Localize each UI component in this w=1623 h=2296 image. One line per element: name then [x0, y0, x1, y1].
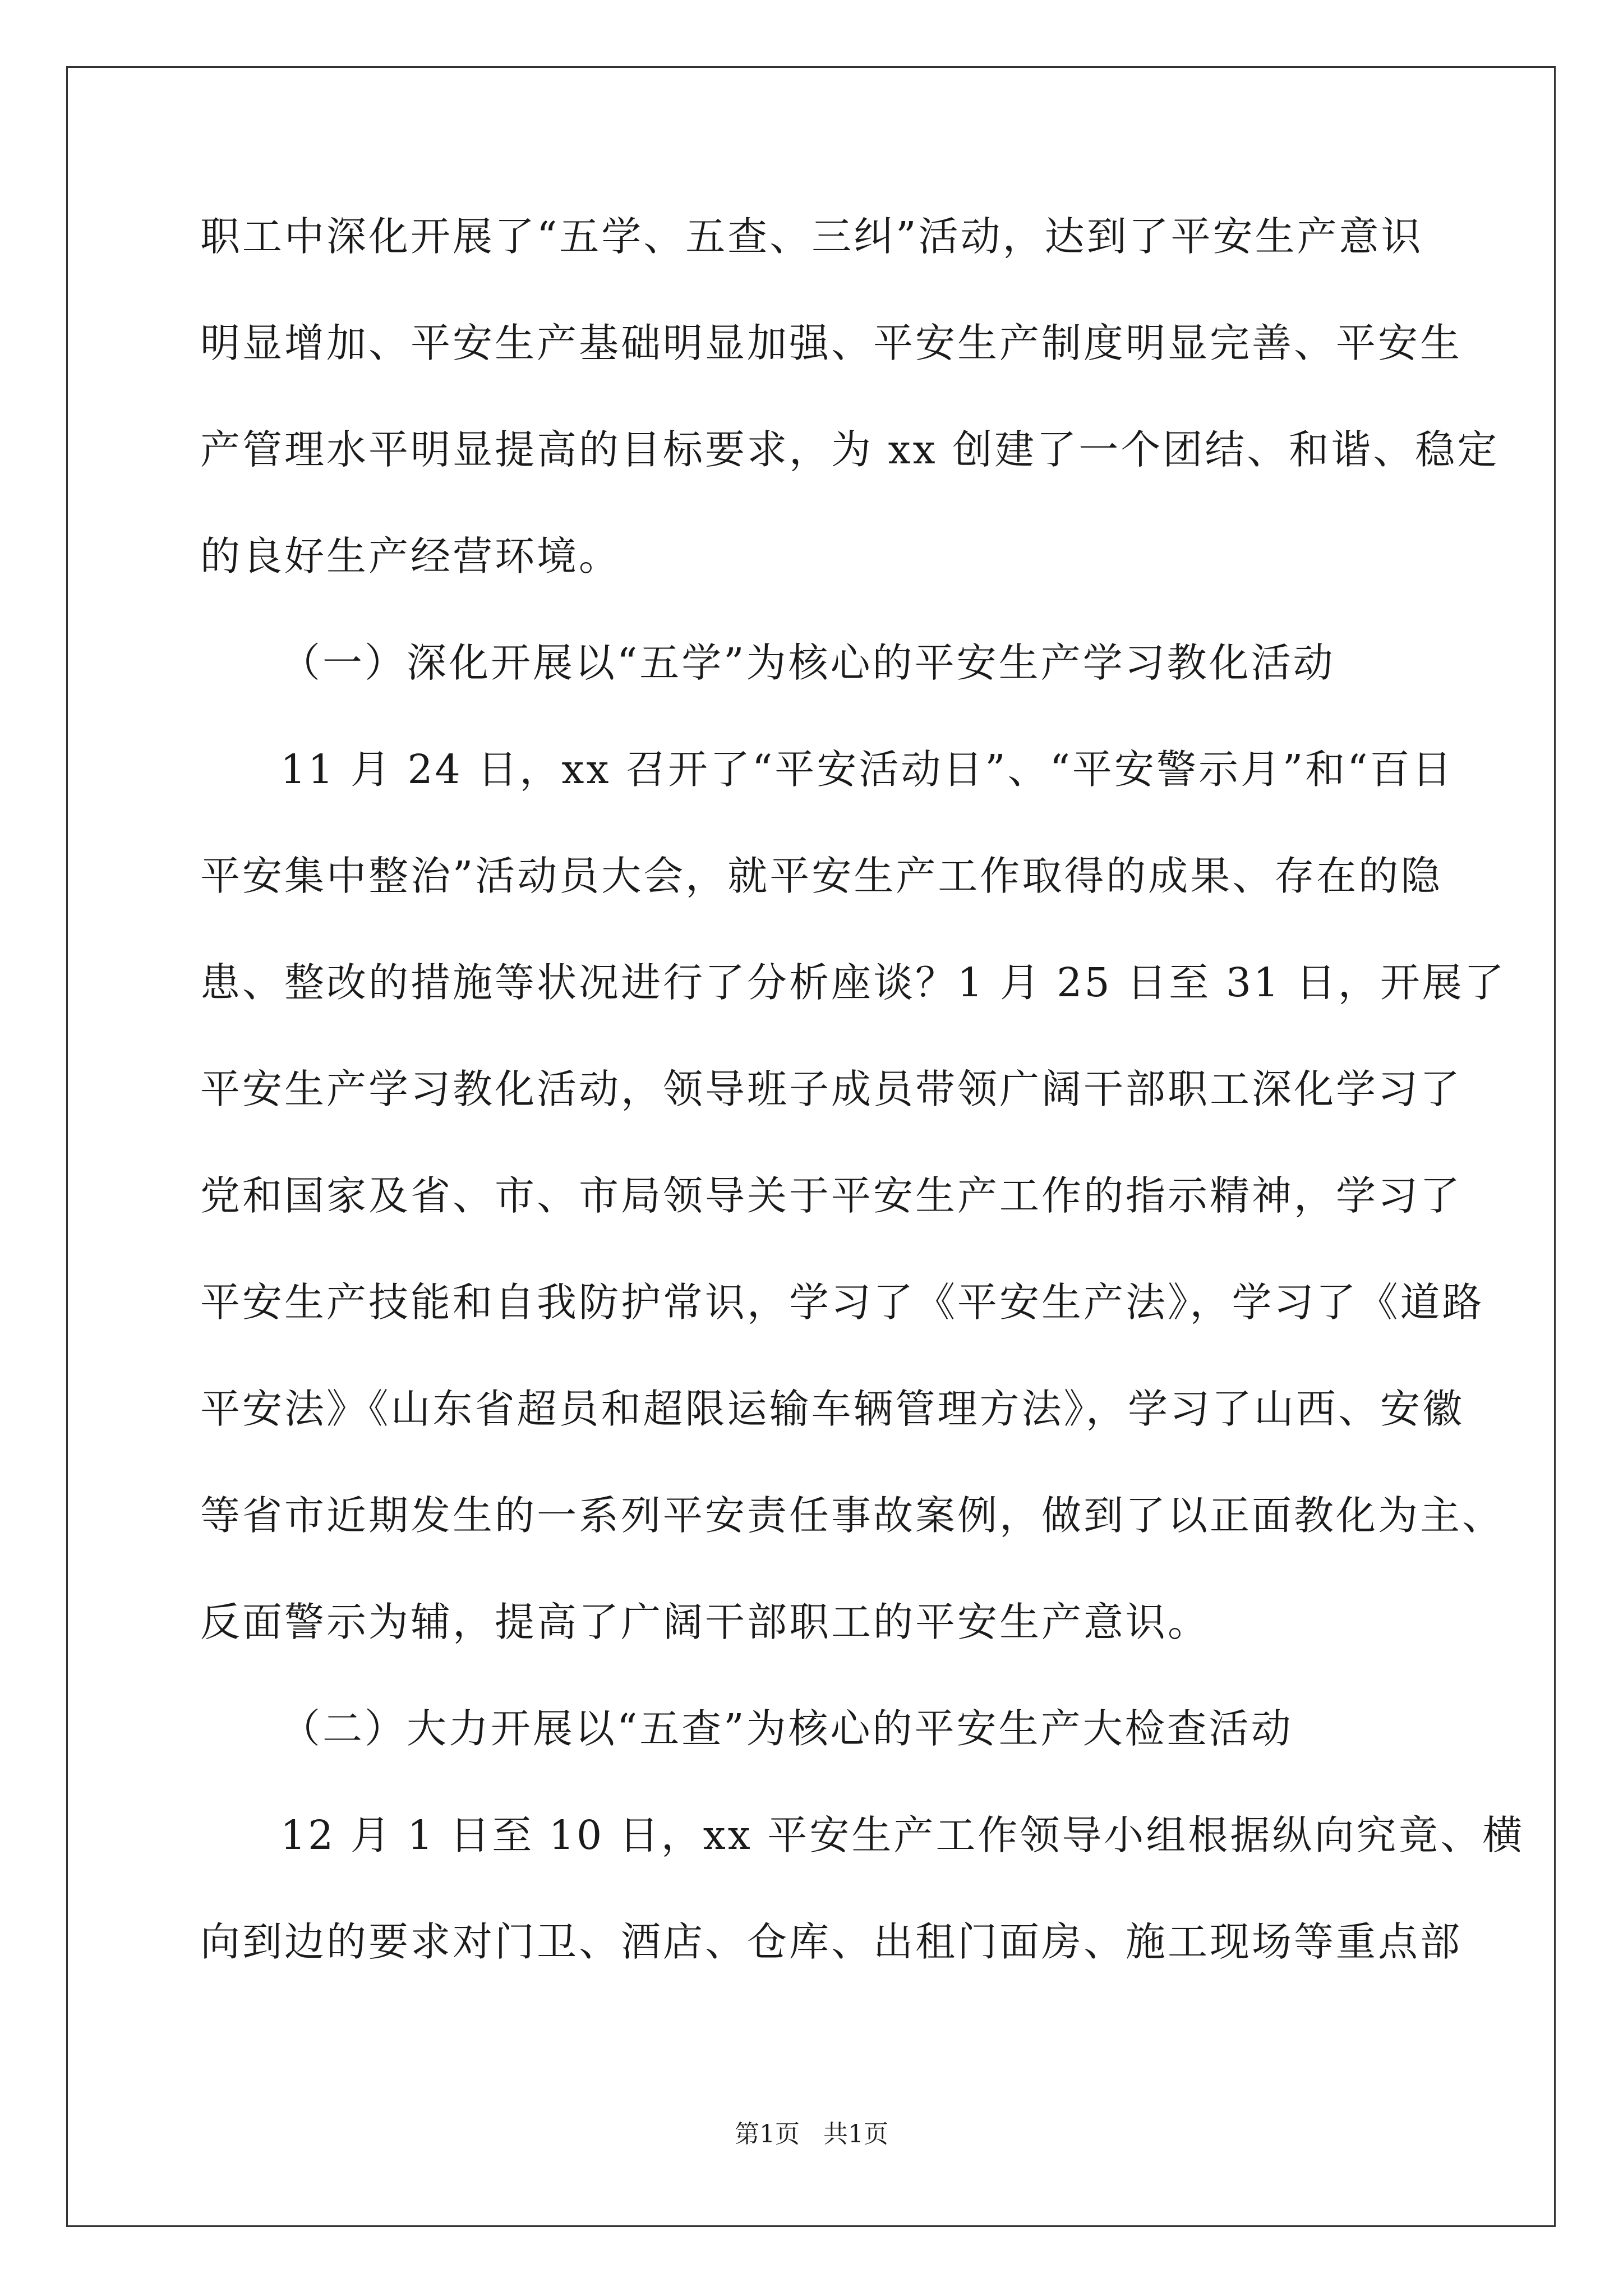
text-line-16: 12 月 1 日至 10 日，xx 平安生产工作领导小组根据纵向究竟、横: [280, 1812, 1525, 1858]
text-line-10: 党和国家及省、市、市局领导关于平安生产工作的指示精神，学习了: [200, 1172, 1463, 1219]
page-frame: [66, 66, 1556, 2227]
text-line-2: 明显增加、平安生产基础明显加强、平安生产制度明显完善、平安生: [200, 320, 1463, 366]
text-line-3: 产管理水平明显提高的目标要求，为 xx 创建了一个团结、和谐、稳定: [200, 426, 1500, 473]
text-line-7: 平安集中整治”活动员大会，就平安生产工作取得的成果、存在的隐: [200, 853, 1443, 899]
text-line-1: 职工中深化开展了“五学、五查、三纠”活动，达到了平安生产意识: [200, 213, 1423, 260]
text-line-12: 平安法》《山东省超员和超限运输车辆管理方法》，学习了山西、安徽: [200, 1386, 1465, 1432]
text-line-13: 等省市近期发生的一系列平安责任事故案例，做到了以正面教化为主、: [200, 1492, 1505, 1539]
text-line-17: 向到边的要求对门卫、酒店、仓库、出租门面房、施工现场等重点部: [200, 1918, 1463, 1965]
section-heading-1: （一）深化开展以“五学”为核心的平安生产学习教化活动: [280, 639, 1335, 686]
text-line-14: 反面警示为辅，提高了广阔干部职工的平安生产意识。: [200, 1599, 1210, 1645]
text-line-4: 的良好生产经营环境。: [200, 533, 621, 579]
text-line-11: 平安生产技能和自我防护常识，学习了《平安生产法》，学习了《道路: [200, 1279, 1484, 1326]
text-line-8: 患、整改的措施等状况进行了分析座谈？1 月 25 日至 31 日，开展了: [200, 959, 1506, 1006]
section-heading-2: （二）大力开展以“五查”为核心的平安生产大检查活动: [280, 1705, 1293, 1752]
text-line-9: 平安生产学习教化活动，领导班子成员带领广阔干部职工深化学习了: [200, 1066, 1463, 1112]
text-line-6: 11 月 24 日，xx 召开了“平安活动日”、“平安警示月”和“百日: [280, 746, 1454, 793]
page-footer: 第1页 共1页: [735, 2120, 888, 2148]
